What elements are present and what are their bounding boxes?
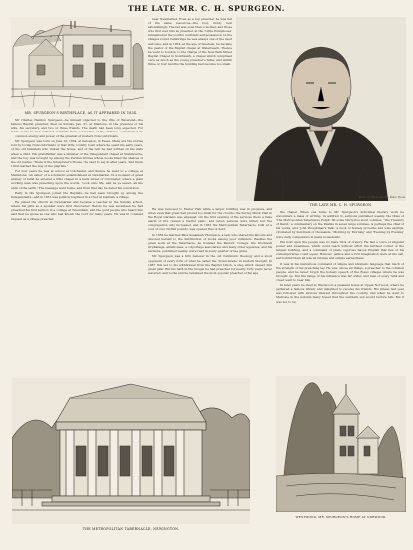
col1-paragraph-3: For four years he was at school at Colchester, and thence he went to a college at Maidstone, 'an usher' of a scholastic establishment at Newmarket. In a moment of great anxiety of mind he entered a little chapel in a back street of Colchester, where a plain working man was preaching upon the words, 'Look unto Me, and be ye saved, all the ends of the earth.' The message went home, and from that day he dated his conversion.	[11, 169, 143, 190]
birthplace-illustration	[11, 17, 144, 109]
residence-caption: WESTWOOD, MR. SPURGEON'S HOME AT NORWOOD.	[295, 515, 387, 519]
tabernacle-caption: THE METROPOLITAN TABERNACLE, NEWINGTON.	[82, 527, 180, 531]
column-1-bottom-text	[11, 134, 143, 374]
birthplace-caption: MR. SPURGEON'S BIRTHPLACE, AS IT APPEARED IN 1834.	[24, 111, 138, 115]
col3-paragraph-2: His hold upon the people was no mere trick of oratory. He had a voice of singular power and sweetness, which could reach without effort the farthest corner of the largest building, and a command of plain, vigorous Saxon English that few of his contemporaries could equal. Humour, pathos and a rich imagination were at his call, and behind them all was an intense and simple earnestness.	[276, 239, 404, 261]
col1-paragraph-2: Mr. Spurgeon was born on June 19, 1834, at Kelvedon, in Essex. Many are the stories told by loving Nonconformists of that little country town where he spent his early years, of the old ministers who visited the house, and of the text he had written on his slate when a child. His grandfather was a minister of the Independent chapel at Stambourne, and the boy was brought up among the Puritan divines whose books filled the shelves of the old manse. 'There is the Interpreter's House,' he used to say in after years, 'and there I first learned the way of the pilgrims.'	[11, 139, 143, 168]
column-2-top-text	[148, 17, 232, 205]
col1-top-paragraph-1: Mr Charles Haddon Spurgeon—he himself objected to the title of Reverend—the famous Baptist preacher, died on Sunday, Jan. 31, at Mentone, in the presence of his wife, his secretary, and two or three friends. The death had been long expected. For	[11, 118, 143, 131]
portrait-caption: THE LATE MR. C. H. SPURGEON.	[309, 203, 373, 207]
col3-paragraph-3: It was in his marvellous command of simple and idiomatic language that much of the strength of his preaching lay. He was, above all things, a preacher to the common people, and he never forgot the homely speech of the Essex villages where he was brought up. But the range of his influence was far wider, and men of every rank and creed went to hear him.	[276, 261, 404, 282]
column-1-top-text	[11, 118, 143, 132]
column-3-text	[276, 210, 404, 374]
col2-paragraph-3: Mr. Spurgeon was a firm believer in the old Calvinistic theology and a stout opponent of every form of what he called the 'Down-Grade' in modern thought. In 1887 this led to his withdrawal from the Baptist Union, a step which caused him great pain. But his faith in the Gospel he had preached for nearly forty years never wavered, and to the end he remained the most popular preacher of his age.	[148, 254, 272, 275]
portrait-credit: Photo. by Elliott and Fry, Baker Street.	[358, 196, 406, 199]
col1-paragraph-4: Early in life Spurgeon joined the Baptists—he had been brought up among the Independents—and in 1851 was publicly baptised in a river at Isleham, a village	[11, 190, 143, 199]
residence-illustration	[276, 376, 406, 512]
page-title: THE LATE MR. C. H. SPURGEON.	[128, 4, 285, 13]
tabernacle-illustration	[12, 378, 250, 524]
col1-paragraph-5: He joined the church at Newmarket and became a teacher in the Sunday school, where his gifts as a speaker were first discovered. Before he was seventeen he had preached his first sermon in a cottage at Teversham, and the good people who heard him said that he spoke as one who had known the Lord for many years. He was in constant request as a village preacher.	[11, 200, 143, 221]
col1-paragraph-1: common energy and power of the greatest of modern Nonconformists.	[15, 134, 119, 138]
col3-paragraph-4: In later years he lived at Westwood, a pleasant house at Upper Norwood, where he gathered a famous library and delighted to receive his friends. His illness last year was followed with anxious interest throughout the country, and when he went to Mentone in the autumn many hoped that the southern sun would restore him. But it was not to be.	[276, 283, 404, 304]
portrait-illustration	[236, 17, 406, 201]
col2-paragraph-1: He was removed to Exeter Hall while a larger building was in progress, and when even that great hall proved too small for the crowds, the Surrey Music Hall in the Royal Gardens was engaged. On the first evening of the services there a false alarm of fire caused a fearful panic, and seven persons were killed; but the congregation only increased, and in 1861 the Metropolitan Tabernacle, built at a cost of over 30,000 pounds, was opened free of debt.	[148, 207, 272, 232]
col3-paragraph-1: the chapel. When one turns to Mr. Spurgeon's individual literary work he encounters a mass of writing. In addition to sermons published weekly, the titles of 'The Metropolitan Tabernacle Pulpit' fill some thirty-five stout volumes. 'The Treasury of David,' a commentary on the Psalms in seven large volumes, is perhaps the chief of his works, and 'John Ploughman's Talk,' a book of homely proverbs and wise sayings, circulated by hundreds of thousands. 'Morning by Morning' and 'Evening by Evening' were daily companions in many households.	[276, 210, 404, 239]
col2-top-paragraph-1: near Newmarket. Even as a boy preacher he was full of the same resources—the rosy, ruddy look astonishingly. The lad was even then a worker, and those who first met him as preacher at the 'Little Pumphouse' remembered the youth's confident self-possession. In the villages round Cambridge he was always one of the most welcome, and in 1854, at the age of nineteen, he became the pastor of the Baptist chapel at Waterbeach. Thence he went to London, to the charge of the New Park Street Baptist Chapel in Southwark, a chapel which comprised once as much as the young preacher's fame; and within three or four months the building had become too small.	[148, 17, 232, 67]
column-2-bottom-text	[148, 207, 272, 375]
col2-paragraph-2: In 1856 he married Miss Susannah Thompson, a lady who shared his labours and devoted herself to the distribution of books among poor ministers. Besides the great work at the Tabernacle, he founded the Pastors' College, the Stockwell Orphanage, almshouses, a colportage association and many other agencies, and his sermons, published weekly, were read in every quarter of the globe.	[148, 232, 272, 254]
